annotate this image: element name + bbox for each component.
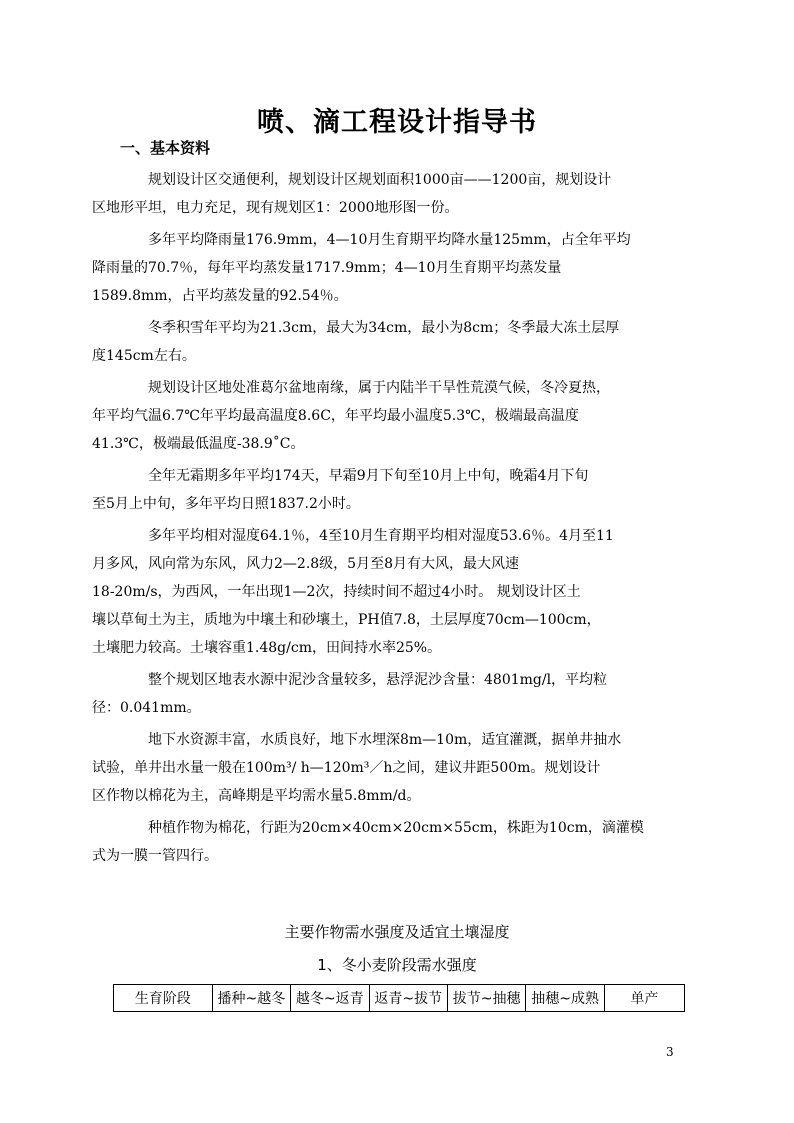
paragraph xyxy=(92,814,680,870)
table-header-cell: 返青~拔节 xyxy=(369,985,447,1012)
paragraph-line: 多年平均相对湿度64.1％，4至10月生育期平均相对湿度53.6％。4月至11 xyxy=(148,528,614,544)
paragraph-line: 土壤肥力较高。土壤容重1.48g/cm，田间持水率25%。 xyxy=(92,640,442,656)
paragraph-line: 区作物以棉花为主，高峰期是平均需水量5.8mm/d。 xyxy=(92,788,421,804)
document-title: 喷、滴工程设计指导书 xyxy=(257,107,537,138)
paragraph-line: 规划设计区交通便利，规划设计区规划面积1000亩——1200亩，规划设计 xyxy=(148,172,612,188)
table-header-cell: 越冬~返青 xyxy=(291,985,369,1012)
paragraph-line: 41.3℃，极端最低温度-38.9˚C。 xyxy=(92,436,305,452)
paragraph-line: 区地形平坦，电力充足，现有规划区1：2000地形图一份。 xyxy=(92,200,459,216)
paragraph xyxy=(92,522,680,662)
paragraph-line: 多年平均降雨量176.9mm，4—10月生育期平均降水量125mm，占全年平均 xyxy=(148,232,631,248)
paragraph-line: 整个规划区地表水源中泥沙含量较多，悬浮泥沙含量：4801mg/l，平均粒 xyxy=(148,672,608,688)
page-number: 3 xyxy=(666,1045,674,1059)
paragraph-line: 1589.8mm，占平均蒸发量的92.54％。 xyxy=(92,288,348,304)
paragraph-line: 径：0.041mm。 xyxy=(92,700,201,716)
paragraph-line: 度145cm左右。 xyxy=(92,348,196,364)
table-subtitle: 1、冬小麦阶段需水强度 xyxy=(317,956,477,974)
section-heading: 一、基本资料 xyxy=(120,139,211,157)
paragraph-line: 规划设计区地处准葛尔盆地南缘，属于内陆半干旱性荒漠气候，冬冷夏热， xyxy=(148,380,610,396)
paragraph-line: 全年无霜期多年平均174天，早霜9月下旬至10月上中旬，晚霜4月下旬 xyxy=(148,468,589,484)
paragraph-line: 18-20m/s，为西风，一年出现1—2次，持续时间不超过4小时。 规划设计区土 xyxy=(92,584,581,600)
paragraph xyxy=(92,726,680,810)
paragraph-line: 种植作物为棉花，行距为20cm×40cm×20cm×55cm，株距为10cm，滴灌模 xyxy=(148,820,644,836)
paragraph-line: 试验，单井出水量一般在100m³/ h—120m³／h之间，建议井距500m。规划设计 xyxy=(92,760,601,776)
paragraph-line: 至5月上中旬，多年平均日照1837.2小时。 xyxy=(92,496,360,512)
paragraph xyxy=(92,666,680,722)
table-header-row xyxy=(114,985,685,1012)
water-demand-table xyxy=(113,984,685,1012)
paragraph xyxy=(92,166,680,222)
paragraph-line: 年平均气温6.7℃年平均最高温度8.6C，年平均最小温度5.3℃，极端最高温度 xyxy=(92,408,579,424)
paragraph-line: 地下水资源丰富，水质良好，地下水埋深8m—10m，适宜灌溉，据单井抽水 xyxy=(148,732,622,748)
paragraph-line: 月多风，风向常为东风，风力2—2.8级，5月至8月有大风，最大风速 xyxy=(92,556,519,572)
paragraph-line: 壤以草甸土为主，质地为中壤土和砂壤土，PH值7.8，土层厚度70cm—100cm， xyxy=(92,612,601,628)
table-header-cell: 抽穗~成熟 xyxy=(526,985,604,1012)
paragraph xyxy=(92,314,680,370)
table-header-cell: 播种~越冬 xyxy=(212,985,290,1012)
table-header-cell: 生育阶段 xyxy=(114,985,213,1012)
paragraph xyxy=(92,226,680,310)
paragraph-line: 式为一膜一管四行。 xyxy=(92,848,218,864)
table-header-cell: 单产 xyxy=(604,985,684,1012)
table-title: 主要作物需水强度及适宜土壤湿度 xyxy=(284,923,510,941)
table-header-cell: 拔节~抽穗 xyxy=(447,985,525,1012)
document-body xyxy=(92,166,680,874)
paragraph-line: 冬季积雪年平均为21.3cm，最大为34cm，最小为8cm；冬季最大冻土层厚 xyxy=(148,320,620,336)
paragraph xyxy=(92,462,680,518)
paragraph-line: 降雨量的70.7％，每年平均蒸发量1717.9mm；4—10月生育期平均蒸发量 xyxy=(92,260,562,276)
paragraph xyxy=(92,374,680,458)
